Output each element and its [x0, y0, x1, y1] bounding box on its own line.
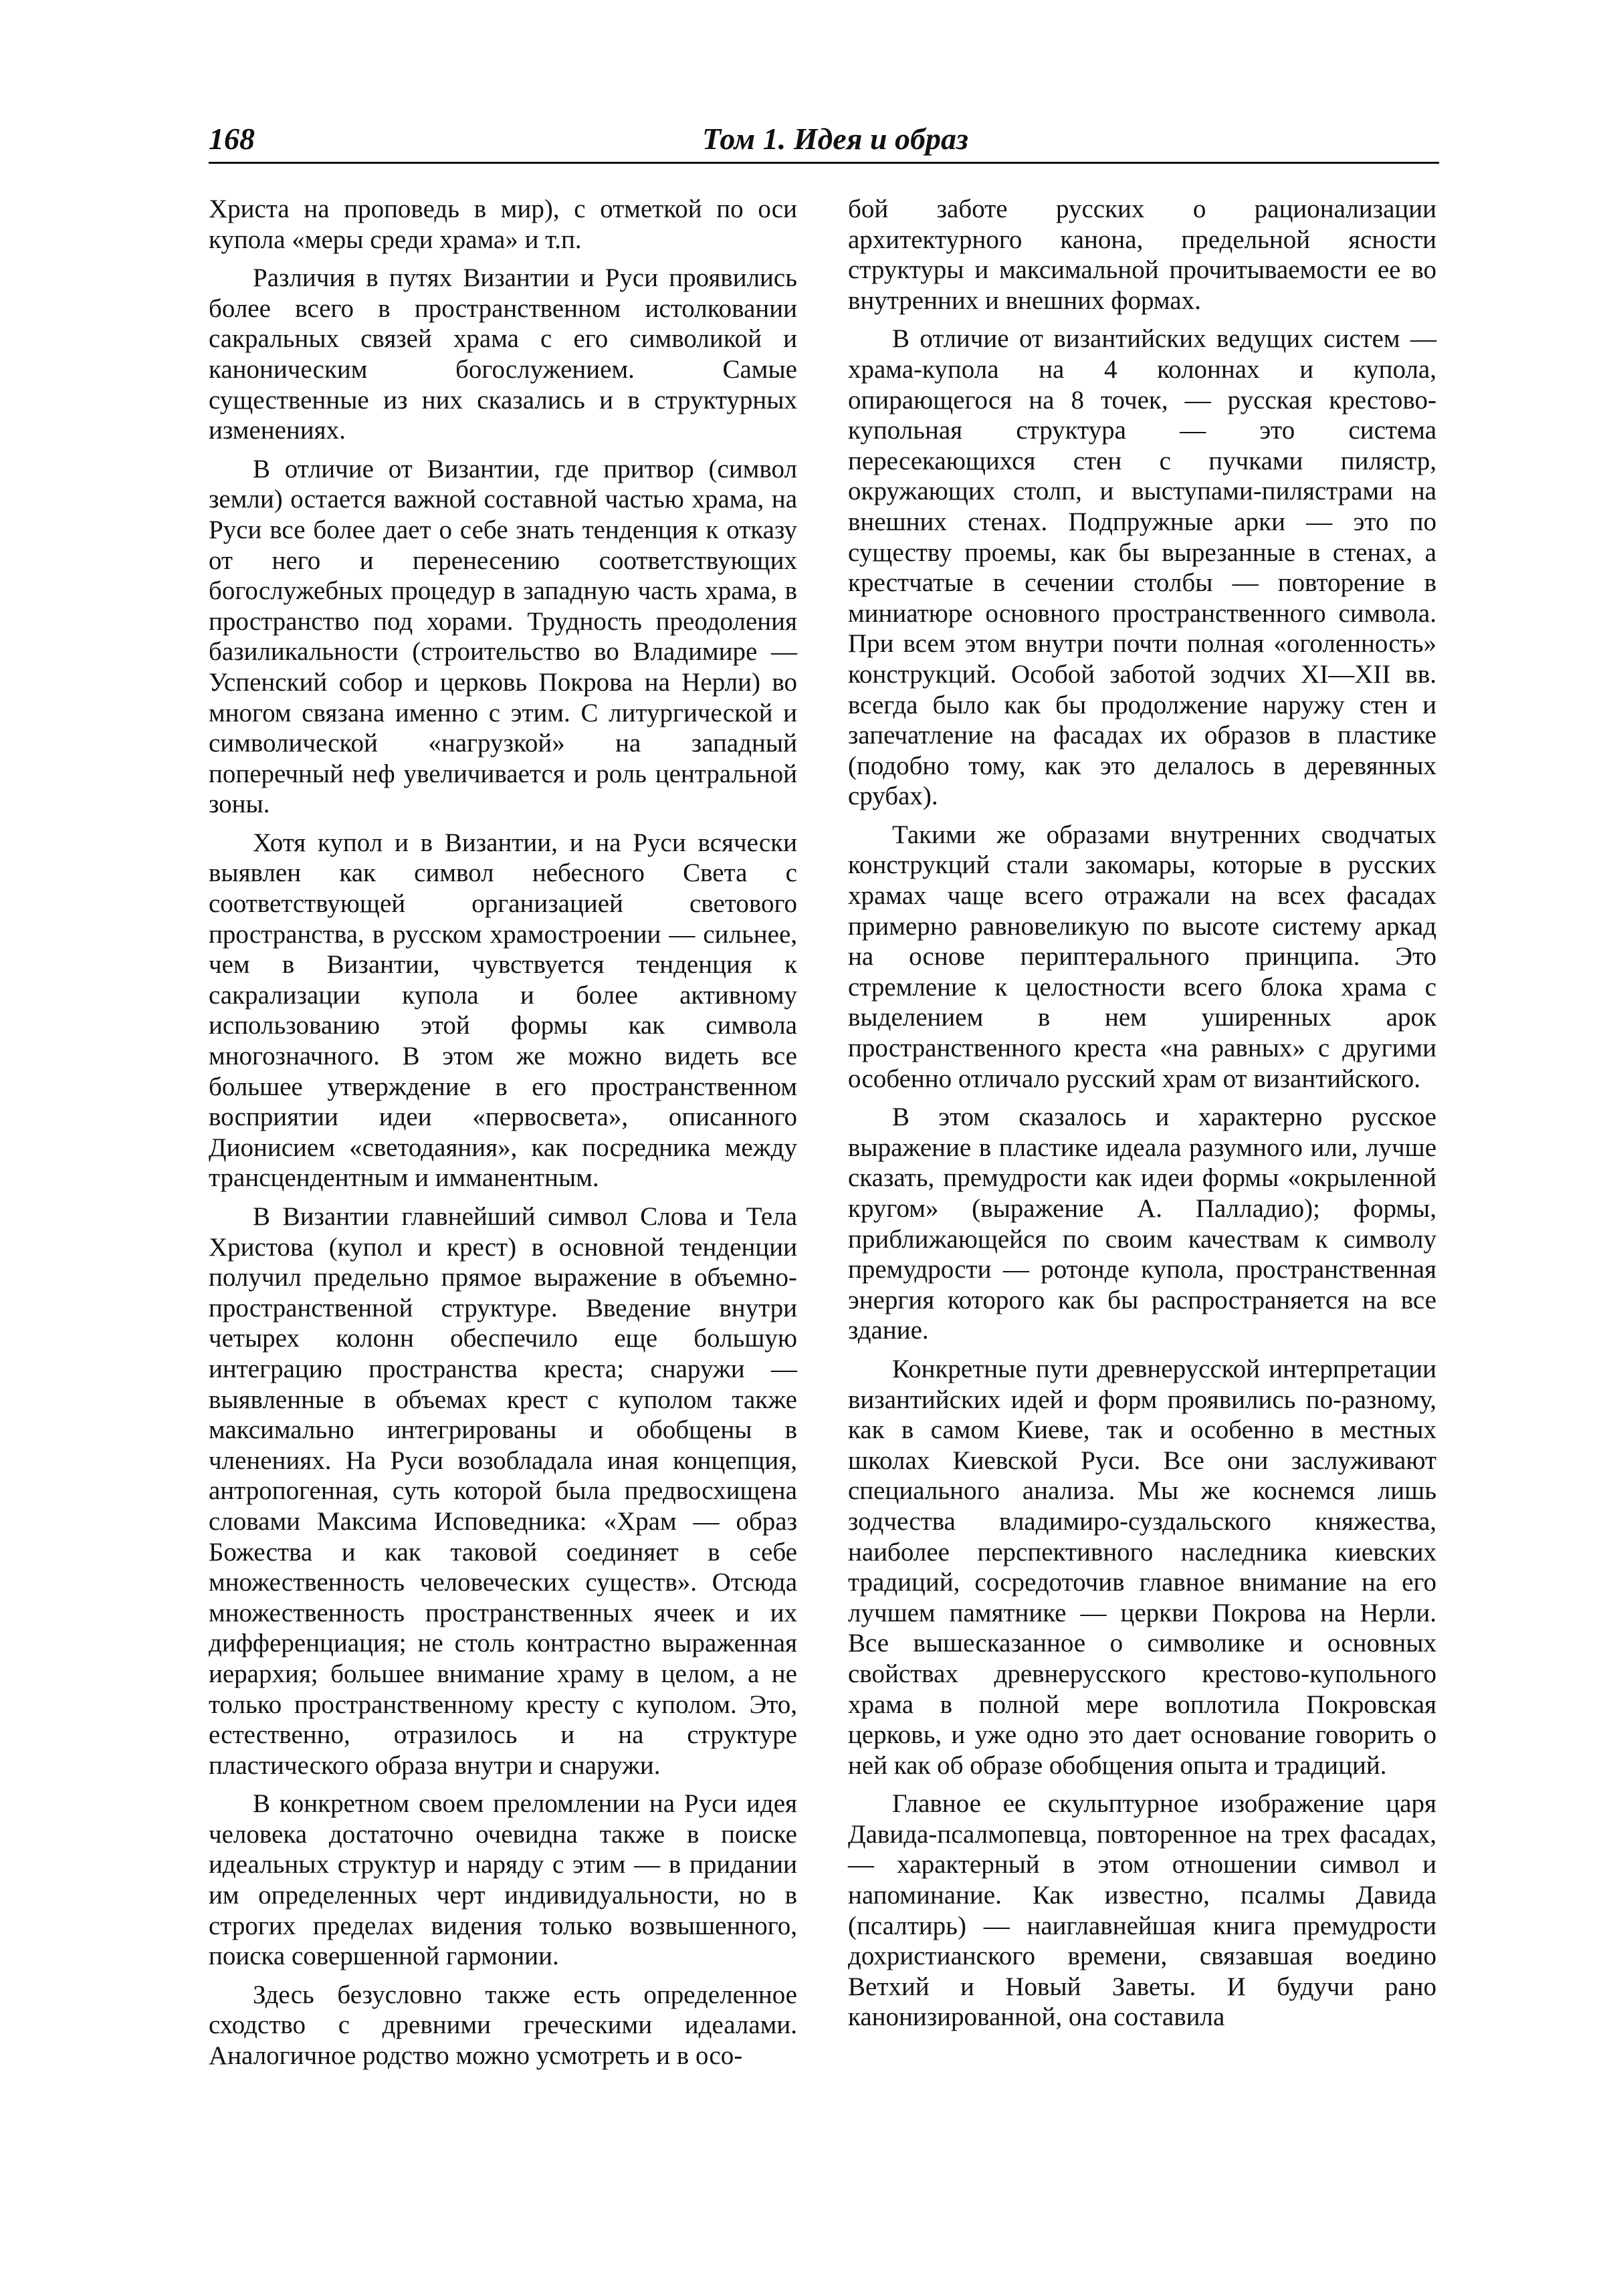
page-number: 168	[209, 122, 255, 156]
paragraph: В конкретном своем преломлении на Руси идея человека достаточно очевидна также в поиске идеальных структур и наряду с этим — в придании им определенных черт индивидуальности, но в строгих пределах видения только возвышенного, поиска совершенной гармонии.	[209, 1789, 797, 1971]
header-rule	[209, 162, 1439, 164]
paragraph: Главное ее скульптурное изображение царя Давида-псалмопевца, повторенное на трех фасадах, — характерный в этом отношении символ и напоминание. Как известно, псалмы Давида (псалтирь) — наиглавнейшая книга премудрости дохристианского времени, связавшая воедино Ветхий и Новый Заветы. И будучи рано канонизированной, она составила	[848, 1789, 1436, 2032]
paragraph: Хотя купол и в Византии, и на Руси всячески выявлен как символ небесного Света с соответствующей организацией светового пространства, в русском храмостроении — сильнее, чем в Византии, чувствуется тенденция к сакрализации купола и более активному использованию этой формы как символа многозначного. В этом же можно видеть все большее утверждение в его пространственном восприятии идеи «первосвета», описанного Дионисием «светодаяния», как посредника между трансцендентным и имманентным.	[209, 828, 797, 1193]
paragraph: В отличие от византийских ведущих систем — храма-купола на 4 колоннах и купола, опирающегося на 8 точек, — русская крестово-купольная структура — это система пересекающихся стен с пучками пилястр, окружающих столп, и выступами-пилястрами на внешних стенах. Подпружные арки — это по существу проемы, как бы вырезанные в стенах, а крестчатые в сечении столбы — повторение в миниатюре основного пространственного символа. При всем этом внутри почти полная «оголенность» конструкций. Особой заботой зодчих XI—XII вв. всегда было как бы продолжение наружу стен и запечатление на фасадах их образов в пластике (подобно тому, как это делалось в деревянных срубах).	[848, 324, 1436, 811]
paragraph: Здесь безусловно также есть определенное сходство с древними греческими идеалами. Аналогичное родство можно усмотреть и в осо-	[209, 1980, 797, 2071]
paragraph: В этом сказалось и характерно русское выражение в пластике идеала разумного или, лучше сказать, премудрости как идеи формы «окрыленной кругом» (выражение А. Палладио); формы, приближающейся по своим качествам к символу премудрости — ротонде купола, пространственная энергия которого как бы распространяется на все здание.	[848, 1103, 1436, 1345]
paragraph: бой заботе русских о рационализации архитектурного канона, предельной ясности структуры и максимальной прочитываемости ее во внутренних и внешних формах.	[848, 195, 1436, 315]
paragraph: В Византии главнейший символ Слова и Тела Христова (купол и крест) в основной тенденции получил предельно прямое выражение в объемно-пространственной структуре. Введение внутри четырех колонн обеспечило еще большую интеграцию пространства креста; снаружи — выявленные в объемах крест с куполом также максимально интегрированы и обобщены в членениях. На Руси возобладала иная концепция, антропогенная, суть которой была предвосхищена словами Максима Исповедника: «Храм — образ Божества и как таковой соединяет в себе множественность человеческих существ». Отсюда множественность пространственных ячеек и их дифференциация; не столь контрастно выраженная иерархия; большее внимание храму в целом, а не только пространственному кресту с куполом. Это, естественно, отразилось и на структуре пластического образа внутри и снаружи.	[209, 1202, 797, 1780]
paragraph: Такими же образами внутренних сводчатых конструкций стали закомары, которые в русских храмах чаще всего отражали на всех фасадах примерно равновеликую по высоте систему аркад на основе периптерального принципа. Это стремление к целостности всего блока храма с выделением в нем уширенных арок пространственного креста «на равных» с другими особенно отличало русский храм от византийского.	[848, 820, 1436, 1093]
paragraph: Различия в путях Византии и Руси проявились более всего в пространственном истолковании сакральных связей храма с его символикой и каноническим богослужением. Самые существенные из них сказались и в структурных изменениях.	[209, 263, 797, 445]
paragraph: Конкретные пути древнерусской интерпретации византийских идей и форм проявились по-разному, как в самом Киеве, так и особенно в местных школах Киевской Руси. Все они заслуживают специального анализа. Мы же коснемся лишь зодчества владимиро-суздальского княжества, наиболее перспективного наследника киевских традиций, сосредоточив главное внимание на его лучшем памятнике — церкви Покрова на Нерли. Все вышесказанное о символике и основных свойствах древнерусского крестово-купольного храма в полной мере воплотила Покровская церковь, и уже одно это дает основание говорить о ней как об образе обобщения опыта и традиций.	[848, 1354, 1436, 1780]
running-title: Том 1. Идея и образ	[702, 122, 968, 156]
paragraph: В отличие от Византии, где притвор (символ земли) остается важной составной частью храма, на Руси все более дает о себе знать тенденция к отказу от него и перенесению соответствующих богослужебных процедур в западную часть храма, в пространство под хорами. Трудность преодоления базиликальности (строительство во Владимире — Успенский собор и церковь Покрова на Нерли) во многом связана именно с этим. С литургической и символической «нагрузкой» на западный поперечный неф увеличивается и роль центральной зоны.	[209, 454, 797, 819]
paragraph: Христа на проповедь в мир), с отметкой по оси купола «меры среди храма» и т.п.	[209, 195, 797, 254]
right-column	[848, 194, 1436, 2041]
left-column	[209, 194, 797, 2079]
